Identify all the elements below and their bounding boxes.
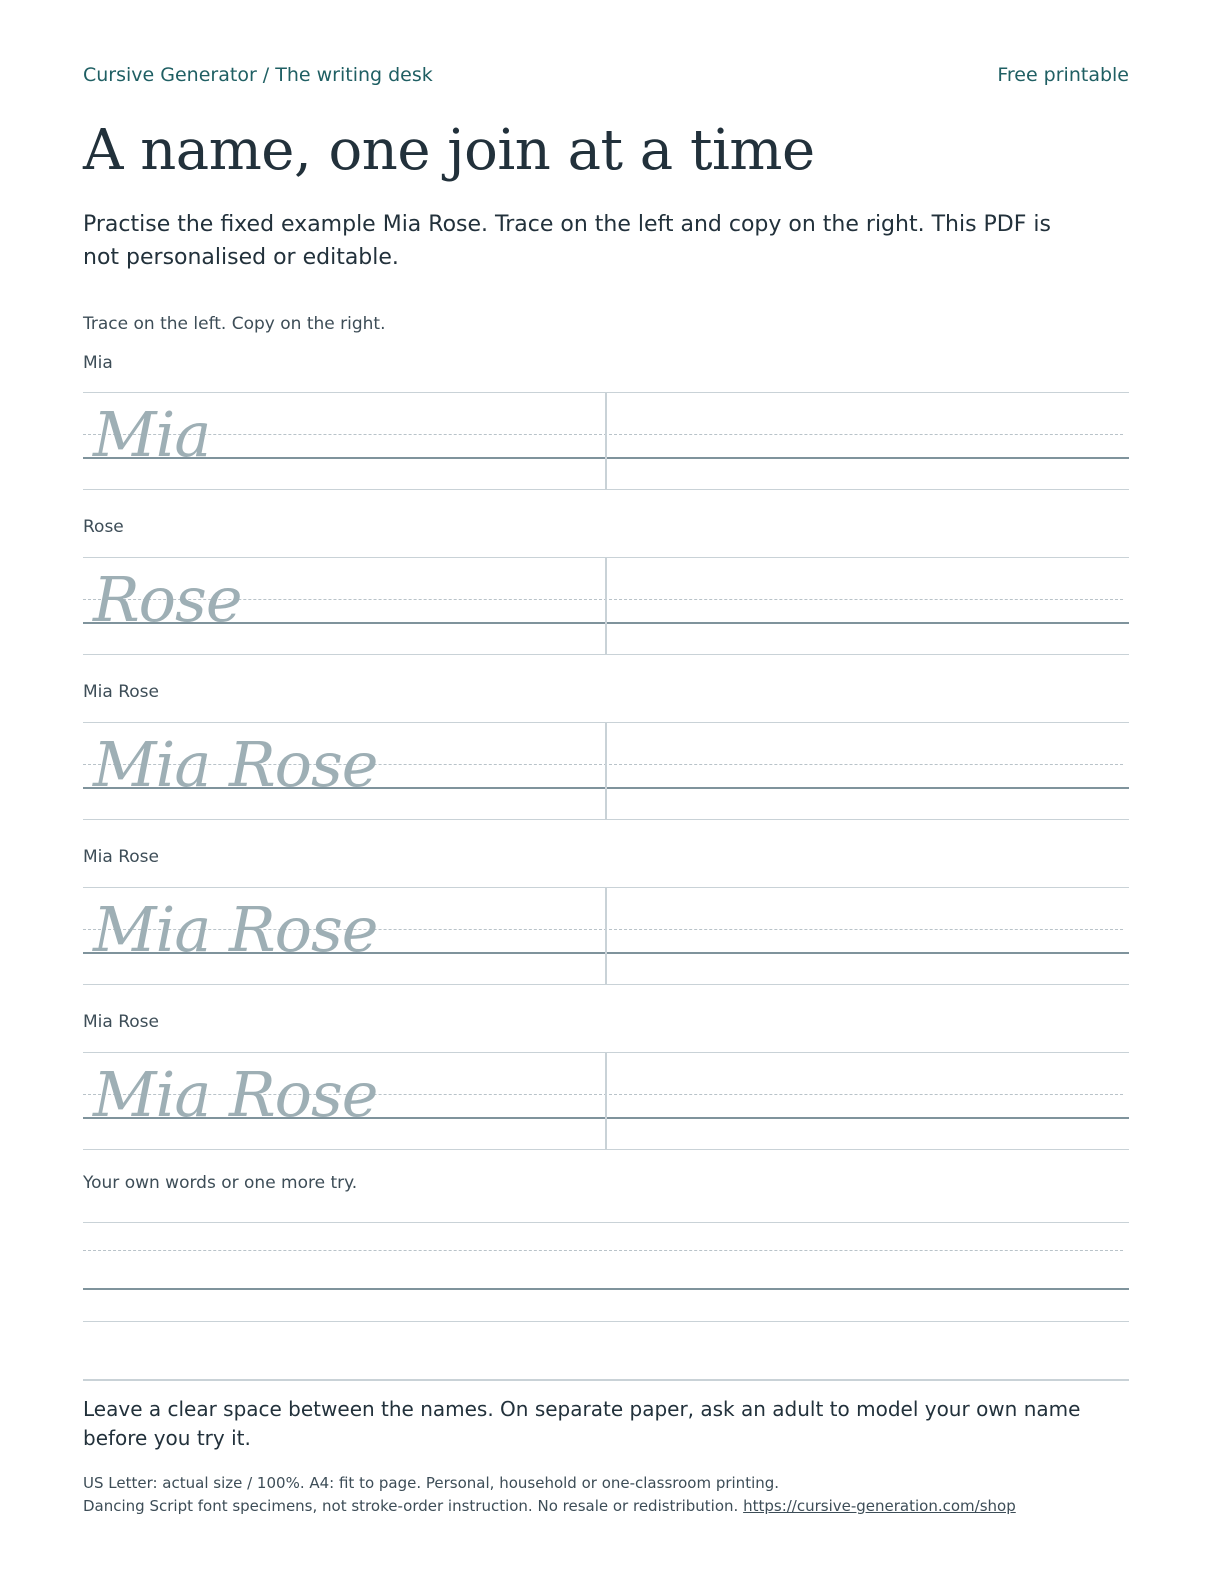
page-title: A name, one join at a time xyxy=(83,118,815,183)
footer-license-text: Dancing Script font specimens, not stroke-order instruction. No resale or redistribution. xyxy=(83,1497,739,1515)
own-words-label: Your own words or one more try. xyxy=(83,1173,358,1193)
trace-word: Mia Rose xyxy=(93,1058,378,1131)
baseline xyxy=(83,1288,1129,1290)
midline xyxy=(83,434,1123,435)
practice-row xyxy=(83,1052,1129,1150)
column-divider xyxy=(605,393,607,489)
footer-print-note: US Letter: actual size / 100%. A4: fit to page. Personal, household or one-classroom printing. xyxy=(83,1474,780,1492)
column-divider xyxy=(605,888,607,984)
breadcrumb[interactable]: Cursive Generator / The writing desk xyxy=(83,64,433,86)
practice-row xyxy=(83,722,1129,820)
column-divider xyxy=(605,1053,607,1149)
column-divider xyxy=(605,558,607,654)
tip-text: Leave a clear space between the names. On separate paper, ask an adult to model your own name before you try it. xyxy=(83,1397,1081,1450)
column-divider xyxy=(605,723,607,819)
practice-label: Mia Rose xyxy=(83,682,159,702)
intro-text: Practise the fixed example Mia Rose. Trace on the left and copy on the right. This PDF is not personalised or editable. xyxy=(83,212,1051,270)
practice-row xyxy=(83,392,1129,490)
practice-label: Mia Rose xyxy=(83,1012,159,1032)
section-divider xyxy=(83,1379,1129,1381)
trace-word: Rose xyxy=(93,563,242,636)
trace-word: Mia xyxy=(93,398,211,471)
header-bar xyxy=(83,64,1129,94)
free-printable-badge: Free printable xyxy=(997,64,1129,86)
practice-label: Rose xyxy=(83,517,124,537)
trace-word: Mia Rose xyxy=(93,893,378,966)
footer-license-note xyxy=(83,1495,1016,1518)
practice-row xyxy=(83,557,1129,655)
midline xyxy=(83,1250,1123,1251)
instruction-text: Trace on the left. Copy on the right. xyxy=(83,314,386,334)
practice-label: Mia Rose xyxy=(83,847,159,867)
shop-link[interactable]: https://cursive-generation.com/shop xyxy=(743,1497,1016,1515)
footer xyxy=(83,1472,1016,1518)
practice-row xyxy=(83,887,1129,985)
trace-word: Mia Rose xyxy=(93,728,378,801)
own-words-row xyxy=(83,1222,1129,1322)
practice-label: Mia xyxy=(83,353,113,373)
